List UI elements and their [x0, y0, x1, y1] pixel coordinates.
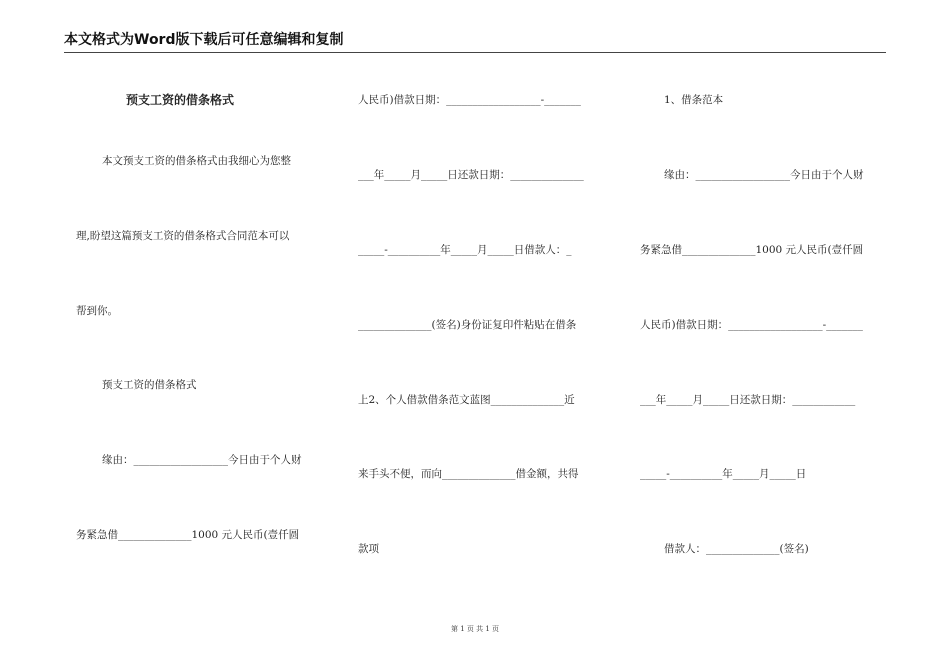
paragraph-line: _____-__________年_____月_____日 [640, 468, 807, 480]
paragraph-line: ______________(签名)身份证复印件粘贴在借条 [358, 319, 577, 331]
paragraph-line: 缘由：__________________今日由于个人财 [102, 454, 302, 466]
paragraph-line: 款项 [358, 543, 379, 555]
paragraph-line: 来手头不便，而向______________借金额，共得 [358, 468, 579, 480]
paragraph-line: 帮到你。 [76, 305, 118, 317]
paragraph-line: ___年_____月_____日还款日期：____________ [640, 394, 856, 406]
paragraph-line: _____-__________年_____月_____日借款人：_ [358, 244, 572, 256]
subheading: 预支工资的借条格式 [102, 379, 197, 391]
paragraph-line: 上2、个人借款借条范文蓝图______________近 [358, 394, 575, 406]
page-number: 第 1 页 共 1 页 [450, 625, 500, 633]
paragraph-line: 人民币)借款日期：__________________-_______ [358, 94, 581, 106]
document-header-title: 本文格式为Word版下载后可任意编辑和复制 [64, 32, 344, 48]
paragraph-line: 本文预支工资的借条格式由我细心为您整 [102, 155, 291, 167]
paragraph-line: 理,盼望这篇预支工资的借条格式合同范本可以 [76, 230, 290, 242]
paragraph-line: 缘由：__________________今日由于个人财 [664, 169, 864, 181]
paragraph-line: 务紧急借______________1000 元人民币(壹仟圆 [76, 529, 300, 541]
subheading: 1、借条范本 [664, 94, 724, 106]
paragraph-line: 人民币)借款日期：__________________-_______ [640, 319, 863, 331]
section-title: 预支工资的借条格式 [126, 93, 235, 107]
header-divider [64, 52, 886, 53]
paragraph-line: 借款人：______________(签名) [664, 543, 809, 555]
paragraph-line: ___年_____月_____日还款日期：______________ [358, 169, 584, 181]
paragraph-line: 务紧急借______________1000 元人民币(壹仟圆 [640, 244, 864, 256]
